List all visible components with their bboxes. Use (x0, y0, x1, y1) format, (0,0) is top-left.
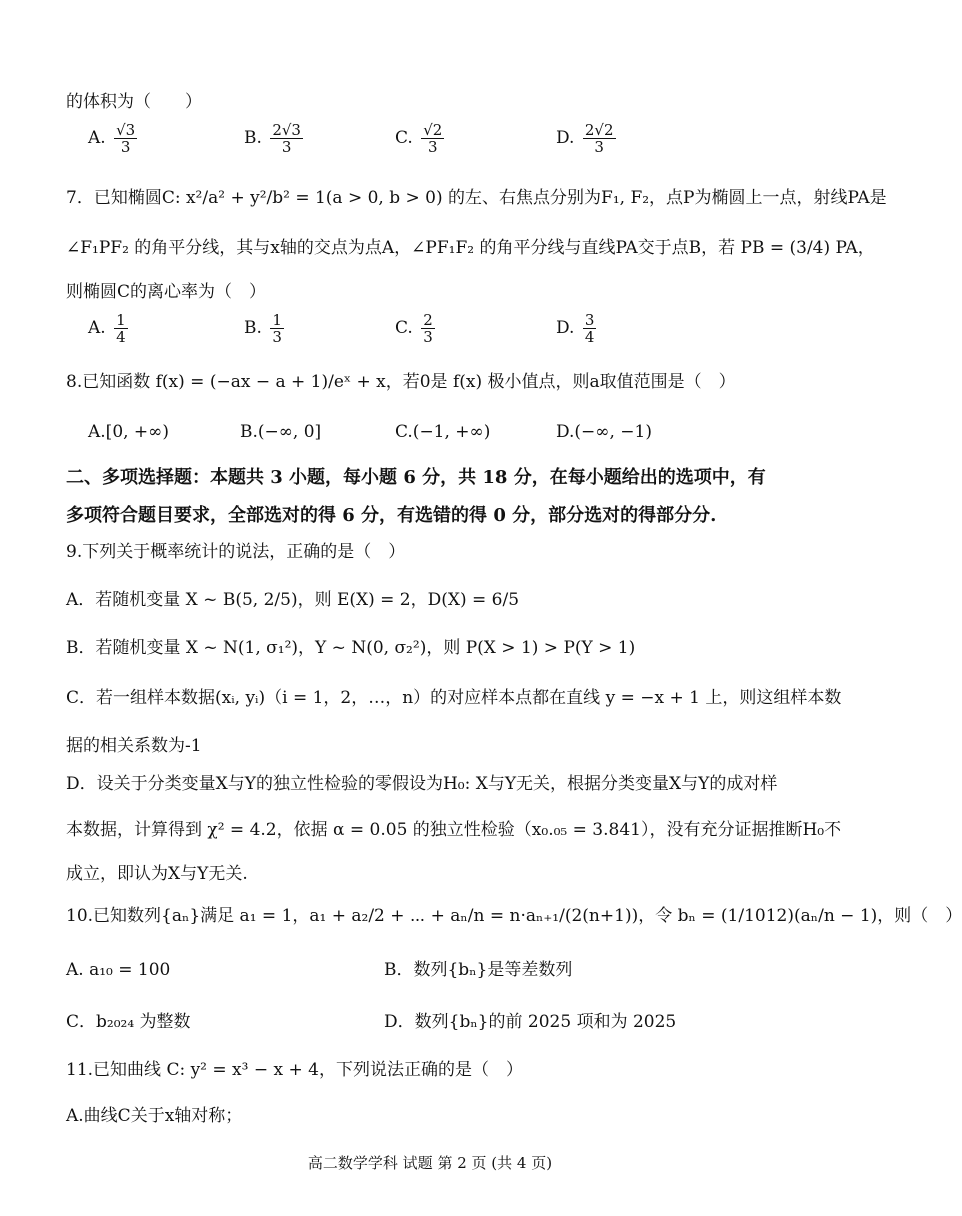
q9-option-c-line-2: 据的相关系数为-1 (66, 736, 202, 756)
option-label: A. (88, 128, 106, 148)
q7-option-c (395, 312, 438, 345)
q7-option-b (244, 312, 287, 345)
fraction: $\frac{1}{3}$ (272, 311, 282, 346)
option-label: D. (556, 318, 575, 338)
q8-option-a: A.[0, +∞) (88, 422, 169, 442)
q7-option-a (88, 312, 131, 345)
q10-option-a: A. a₁₀ = 100 (66, 960, 171, 980)
q8-option-c: C.(−1, +∞) (395, 422, 491, 442)
q7-option-d (556, 312, 599, 345)
option-label: D. (556, 128, 575, 148)
q6-option-d (556, 122, 619, 155)
q9-option-a: A．若随机变量 X ~ B(5, 2/5)，则 E(X) = 2，D(X) = 6/5 (66, 590, 520, 610)
q7-line-1: 7．已知椭圆C: x²/a² + y²/b² = 1(a > 0, b > 0) 的左、右焦点分别为F₁, F₂，点P为椭圆上一点，射线PA是 (66, 188, 887, 208)
section-2-heading-line-1: 二、多项选择题：本题共 3 小题，每小题 6 分，共 18 分，在每小题给出的选项中，有 (66, 467, 766, 488)
option-label: B. (244, 318, 262, 338)
q6-tail: 的体积为（ ） (66, 92, 202, 112)
fraction: $\frac{2√3}{3}$ (272, 121, 301, 156)
q9-option-c-line-1: C．若一组样本数据(xᵢ, yᵢ)（i = 1，2，…，n）的对应样本点都在直线 y = −x + 1 上，则这组样本数 (66, 688, 842, 708)
q8-option-d: D.(−∞, −1) (556, 422, 652, 442)
option-label: C. (395, 128, 413, 148)
fraction: $\frac{√2}{3}$ (423, 121, 443, 156)
q8-option-b: B.(−∞, 0] (240, 422, 322, 442)
q9-option-d-line-2: 本数据，计算得到 χ² = 4.2，依据 α = 0.05 的独立性检验（x₀.₀₅ = 3.841），没有充分证据推断H₀不 (66, 820, 842, 840)
fraction: $\frac{3}{4}$ (584, 311, 595, 346)
q7-line-3: 则椭圆C的离心率为（ ） (66, 282, 267, 302)
q10-option-c: C．b₂₀₂₄ 为整数 (66, 1012, 191, 1032)
section-2-heading-line-2: 多项符合题目要求，全部选对的得 6 分，有选错的得 0 分，部分选对的得部分分. (66, 505, 717, 526)
q9-option-d-line-1: D．设关于分类变量X与Y的独立性检验的零假设为H₀: X与Y无关，根据分类变量X与Y的成对样 (66, 774, 778, 794)
fraction: $\frac{2}{3}$ (423, 311, 433, 346)
q9-stem: 9.下列关于概率统计的说法，正确的是（ ） (66, 542, 406, 562)
q7-line-2: ∠F₁PF₂ 的角平分线，其与x轴的交点为点A，∠PF₁F₂ 的角平分线与直线PA交于点B，若 PB = (3/4) PA， (66, 238, 875, 258)
page-footer: 高二数学学科 试题 第 2 页 (共 4 页) (307, 1154, 553, 1172)
q11-option-a: A.曲线C关于x轴对称； (66, 1106, 243, 1126)
q9-option-b: B．若随机变量 X ~ N(1, σ₁²)，Y ~ N(0, σ₂²)，则 P(X > 1) > P(Y > 1) (66, 638, 636, 658)
fraction: $\frac{2√2}{3}$ (584, 121, 614, 156)
fraction: $\frac{√3}{3}$ (116, 121, 136, 156)
fraction: $\frac{1}{4}$ (116, 311, 126, 346)
option-label: B. (244, 128, 262, 148)
q10-option-b: B．数列{bₙ}是等差数列 (384, 960, 573, 980)
q6-option-c (395, 122, 447, 155)
option-label: A. (88, 318, 106, 338)
option-label: C. (395, 318, 413, 338)
q10-stem: 10.已知数列{aₙ}满足 a₁ = 1，a₁ + a₂/2 + ⋯ + aₙ/n = n·aₙ₊₁/(2(n+1))，令 bₙ = (1/1012)(aₙ/n − 1)，则（ ） (66, 906, 962, 926)
q6-option-a (88, 122, 140, 155)
q10-option-d: D．数列{bₙ}的前 2025 项和为 2025 (384, 1012, 677, 1032)
q9-option-d-line-3: 成立，即认为X与Y无关. (66, 864, 248, 884)
q8-stem: 8.已知函数 f(x) = (−ax − a + 1)/eˣ + x，若0是 f(x) 极小值点，则a取值范围是（ ） (66, 372, 736, 392)
q11-stem: 11.已知曲线 C: y² = x³ − x + 4，下列说法正确的是（ ） (66, 1060, 523, 1080)
q6-option-b (244, 122, 306, 155)
